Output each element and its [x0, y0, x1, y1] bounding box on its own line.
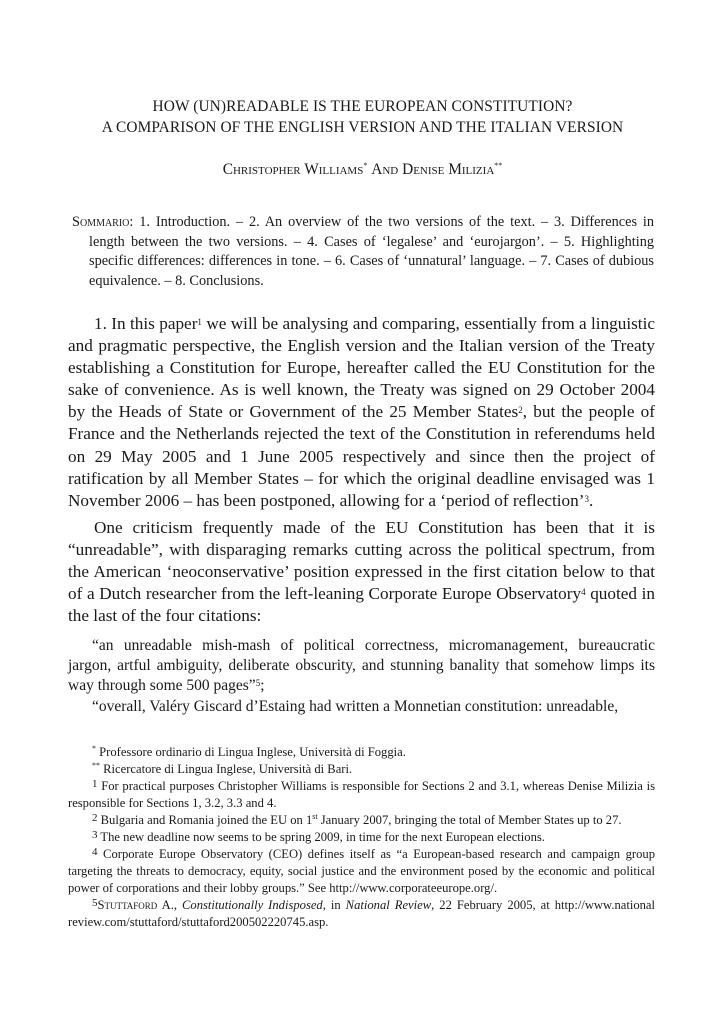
paragraph-1-text-a: 1. In this paper — [94, 314, 198, 333]
footnotes — [68, 744, 655, 931]
footnote-5-number: 5 — [92, 897, 98, 909]
footnote-ref-2[interactable]: 2 — [518, 405, 523, 416]
footnote-3-number: 3 — [92, 829, 98, 841]
footnote-5-title: Constitutionally Indisposed — [182, 898, 323, 912]
paragraph-2 — [68, 517, 655, 627]
footnote-2-ordinal: st — [312, 812, 318, 821]
quote-1-text-b: ; — [260, 677, 265, 695]
author-1-note-mark[interactable]: * — [363, 161, 368, 170]
authors-connector: And — [371, 161, 399, 178]
footnote-4-text: Corporate Europe Observatory (CEO) defines itself as “a European-based research and campaign group targeting the threats to democracy, equity, social justice and the environment posed by the economic and political power of corporations and their lobby groups.” See http://www.corporateeurope.org/. — [68, 847, 655, 895]
summary-text: : 1. Introduction. – 2. An overview of the two versions of the text. – 3. Differences in length between the two versions. – 4. Cases of ‘legalese’ and ‘eurojargon’. – 5. Highlighting specific differences: differences in tone. – 6. Cases of ‘unnatural’ language. – 7. Cases of dubious equivalence. – 8. Conclusions. — [89, 214, 654, 290]
paragraph-2-text-b: quoted in the last of the four citations: — [68, 584, 655, 626]
summary-label: Sommario — [72, 214, 130, 230]
footnote-1 — [68, 778, 655, 812]
footnote-author-2 — [68, 761, 655, 778]
footnote-4-number: 4 — [92, 846, 98, 858]
paragraph-1-text-c: , but the people of France and the Netherlands rejected the text of the Constitution in referendums held on 29 May 2005 and 1 June 2005 respectively and since then the project of ratification by all Member States – for which the original deadline envisaged was 1 November 2006 – has been postponed, allowing for a ‘period of reflection’ — [68, 402, 655, 510]
footnote-2 — [68, 812, 655, 829]
footnote-ref-4[interactable]: 4 — [581, 587, 586, 598]
footnote-author-1-mark: * — [92, 744, 96, 753]
quote-1 — [68, 636, 655, 697]
quote-2: “overall, Valéry Giscard d’Estaing had written a Monnetian constitution: unreadable, — [92, 698, 619, 715]
footnote-5-author: Stuttaford — [97, 898, 158, 912]
footnote-5-text-b: , in — [322, 898, 346, 912]
footnote-ref-3[interactable]: 3 — [584, 493, 589, 504]
footnote-ref-1[interactable]: 1 — [197, 317, 202, 327]
footnote-5-journal: National Review — [345, 898, 432, 912]
paragraph-1 — [68, 313, 655, 512]
summary — [72, 213, 654, 292]
authors-line — [60, 160, 665, 180]
quote-1-text-a: “an unreadable mish-mash of political correctness, micromanagement, bureaucratic jargon, artful ambiguity, deliberate obscurity, and stunning banality that somehow limps its way through some 500 pages” — [68, 637, 655, 695]
author-1: Christopher Williams — [222, 161, 364, 178]
title-line-2: A COMPARISON OF THE ENGLISH VERSION AND THE ITALIAN VERSION — [101, 119, 624, 136]
author-2: Denise Milizia — [402, 161, 495, 178]
footnote-3 — [68, 829, 655, 846]
footnote-2-number: 2 — [92, 812, 98, 824]
paragraph-1-text-b: we will be analysing and comparing, essentially from a linguistic and pragmatic perspective, the English version and the Italian version of the Treaty establishing a Constitution for Europe, hereafter called the EU Constitution for the sake of convenience. As is well known, the Treaty was signed on 29 October 2004 by the Heads of State or Government of the 25 Member States — [68, 314, 655, 422]
footnote-author-2-text: Ricercatore di Lingua Inglese, Università di Bari. — [100, 762, 353, 776]
footnote-5-text-a: A., — [157, 898, 182, 912]
author-2-note-mark[interactable]: ** — [494, 161, 503, 170]
footnote-5 — [68, 897, 655, 931]
footnote-author-1-text: Professore ordinario di Lingua Inglese, Università di Foggia. — [96, 745, 406, 759]
footnote-author-2-mark: ** — [92, 761, 100, 770]
footnote-1-text: For practical purposes Christopher Williams is responsible for Sections 2 and 3.1, whereas Denise Milizia is responsible for Sections 1, 3.2, 3.3 and 4. — [68, 779, 655, 810]
footnote-ref-5[interactable]: 5 — [255, 678, 261, 689]
footnote-3-text: The new deadline now seems to be spring 2009, in time for the next European elections. — [97, 830, 545, 844]
footnote-2-text-a: Bulgaria and Romania joined the EU on 1 — [97, 813, 313, 827]
footnote-5-text-c: , 22 February 2005, at http://www.national review.com/stuttaford/stuttaford200502220745.asp. — [68, 898, 656, 929]
paragraph-2-text-a: One criticism frequently made of the EU Constitution has been that it is “unreadable”, with disparaging remarks cutting across the political spectrum, from the American ‘neoconservative’ position expressed in the first citation below to that of a Dutch researcher from the left-leaning Corporate Europe Observatory — [68, 518, 655, 604]
footnote-4 — [68, 846, 655, 897]
footnote-2-text-b: January 2007, bringing the total of Member States up to 27. — [317, 813, 622, 827]
footnote-author-1 — [68, 744, 655, 761]
paragraph-1-text-d: . — [588, 490, 594, 510]
footnote-1-number: 1 — [92, 778, 98, 790]
title-line-1: HOW (UN)READABLE IS THE EUROPEAN CONSTITUTION? — [152, 98, 573, 115]
